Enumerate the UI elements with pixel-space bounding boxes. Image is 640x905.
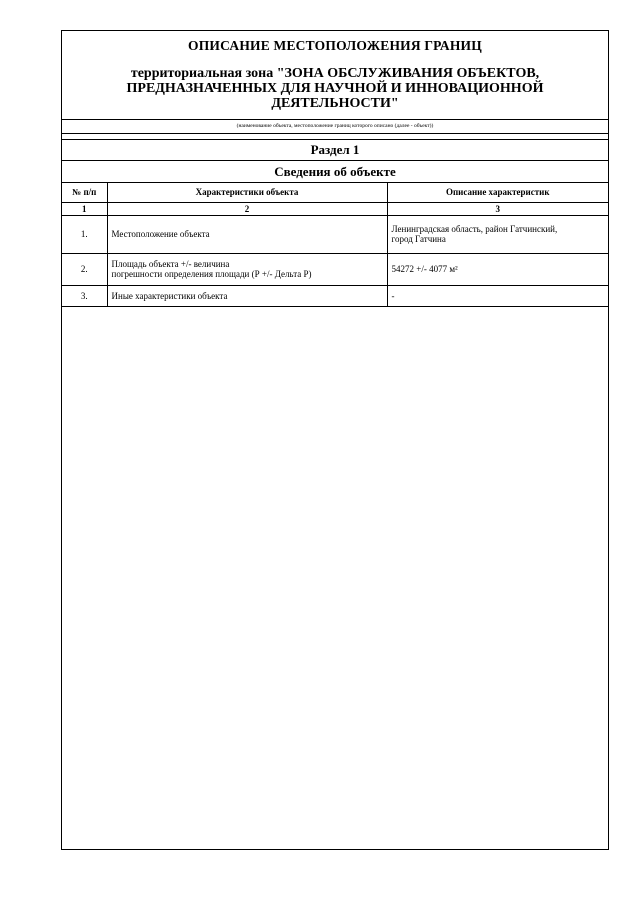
row-num: 1. — [62, 215, 107, 253]
header-characteristic: Характеристики объекта — [107, 183, 387, 202]
table-row — [62, 285, 608, 306]
row-description — [387, 215, 608, 253]
index-cell: 3 — [387, 202, 608, 215]
header-description: Описание характеристик — [387, 183, 608, 202]
subsection-title: Сведения об объекте — [62, 161, 608, 183]
row-num: 2. — [62, 253, 107, 285]
zone-name-line: ДЕЯТЕЛЬНОСТИ" — [271, 96, 399, 111]
document-header — [62, 31, 608, 120]
row-description: 54272 +/- 4077 м² — [387, 253, 608, 285]
row-characteristic — [107, 253, 387, 285]
object-info-table — [62, 183, 608, 307]
index-cell: 2 — [107, 202, 387, 215]
row-characteristic: Местоположение объекта — [107, 215, 387, 253]
description-line: Ленинградская область, район Гатчинский, — [391, 224, 558, 234]
table-header-row — [62, 183, 608, 202]
zone-name-line: ПРЕДНАЗНАЧЕННЫХ ДЛЯ НАУЧНОЙ И ИННОВАЦИОННОЙ — [126, 81, 544, 96]
description-line: город Гатчина — [391, 234, 446, 244]
header-num: № п/п — [62, 183, 107, 202]
table-row — [62, 253, 608, 285]
row-description: - — [387, 285, 608, 306]
zone-name — [62, 66, 608, 111]
document-frame — [61, 30, 609, 850]
characteristic-line: Площадь объекта +/- величина — [111, 259, 230, 269]
index-cell: 1 — [62, 202, 107, 215]
table-index-row — [62, 202, 608, 215]
section-title: Раздел 1 — [62, 140, 608, 161]
row-num: 3. — [62, 285, 107, 306]
characteristic-line: погрешности определения площади (Р +/- Дельта Р) — [111, 269, 312, 279]
zone-name-line: территориальная зона "ЗОНА ОБСЛУЖИВАНИЯ ОБЪЕКТОВ, — [130, 66, 540, 81]
table-row — [62, 215, 608, 253]
row-characteristic: Иные характеристики объекта — [107, 285, 387, 306]
document-title: ОПИСАНИЕ МЕСТОПОЛОЖЕНИЯ ГРАНИЦ — [188, 38, 482, 53]
object-caption: (наименование объекта, местоположение границ которого описано (далее - объект)) — [62, 120, 608, 134]
